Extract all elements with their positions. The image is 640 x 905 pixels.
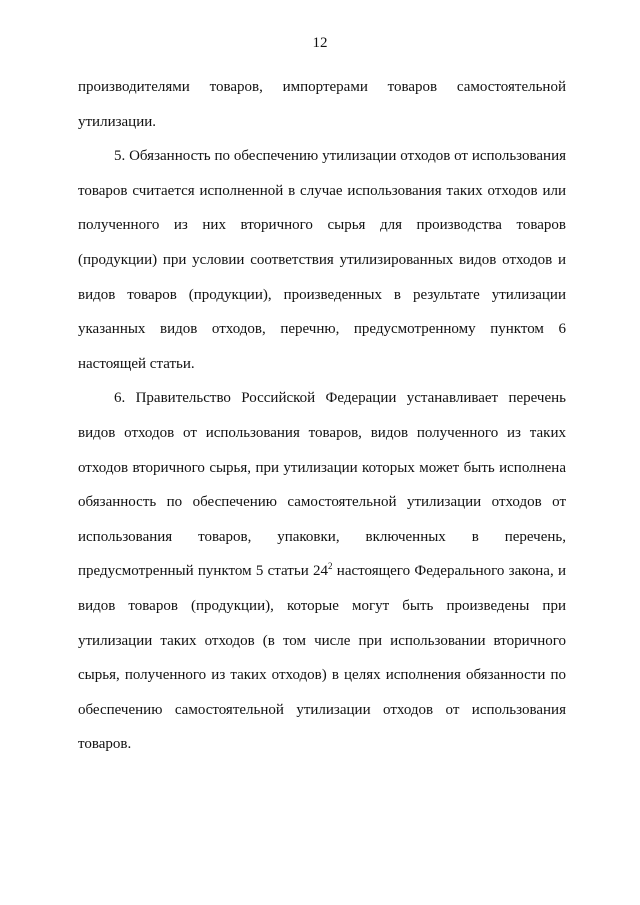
paragraph-item-5: 5. Обязанность по обеспечению утилизации отходов от использования товаров считается исполненной в случае использования таких отходов или полученного из них вторичного сырья для производства товаров (продукции) при условии соответствия утилизированных видов отходов и видов товаров (продукции), произведенных в результате утилизации указанных видов отходов, перечню, предусмотренному пунктом 6 настоящей статьи.: [78, 148, 566, 372]
document-body: [78, 70, 566, 762]
article-superscript: 2: [328, 561, 333, 572]
page-number: 12: [312, 35, 328, 51]
paragraph-continuation: производителями товаров, импортерами товаров самостоятельной утилизации.: [78, 79, 566, 130]
paragraph-item-6-text-after: настоящего Федерального закона, и видов товаров (продукции), которые могут быть произведены при утилизации таких отходов (в том числе при использовании вторичного сырья, полученного из таких отходов) в целях исполнения обязанности по обеспечению самостоятельной утилизации отходов от использования товаров.: [78, 563, 566, 753]
paragraph-item-6-text-before: 6. Правительство Российской Федерации устанавливает перечень видов отходов от использования товаров, видов полученного из таких отходов вторичного сырья, при утилизации которых может быть исполнена обязанность по обеспечению самостоятельной утилизации отходов от использования товаров, упаковки, включенных в перечень, предусмотренный пунктом 5 статьи 24: [78, 390, 566, 580]
paragraph-item-6: [78, 381, 566, 762]
